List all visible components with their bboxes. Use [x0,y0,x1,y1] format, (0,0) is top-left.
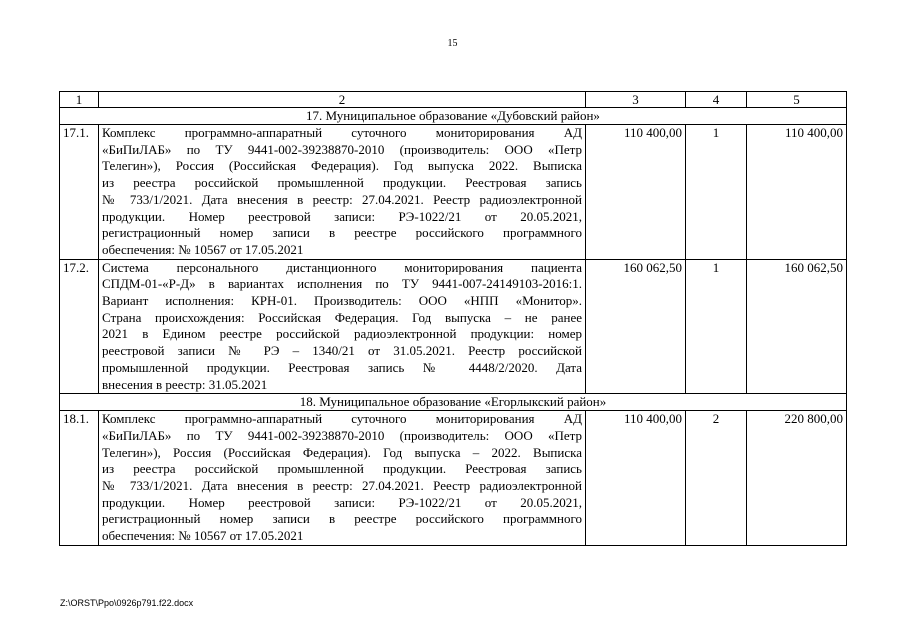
description-line: обеспечения: № 10567 от 17.05.2021 [102,528,304,544]
table-header-row [60,92,847,108]
item-quantity: 1 [686,125,747,260]
description-line: «БиПиЛАБ» по ТУ 9441-002-39238870-2010 (производитель: ООО «Петр [102,141,582,157]
column-header-1: 1 [60,92,99,108]
description-line: Комплекс программно-аппаратный суточного мониторирования АД [102,411,582,427]
description-line: продукции. Номер реестровой записи: РЭ-1022/21 от 20.05.2021, [102,494,582,510]
column-header-2: 2 [99,92,586,108]
specification-table [59,91,847,546]
item-total: 110 400,00 [747,125,847,260]
item-description [99,411,586,546]
column-header-3: 3 [586,92,686,108]
description-line: Страна происхождения: Российская Федерация. Год выпуска – не ранее [102,309,582,325]
file-path-footer: Z:\ORST\Ppo\0926p791.f22.docx [60,598,194,608]
item-number: 18.1. [60,411,99,546]
description-line: продукции. Номер реестровой записи: РЭ-1022/21 от 20.05.2021, [102,208,582,224]
section-title: 17. Муниципальное образование «Дубовский район» [60,108,847,125]
description-line: регистрационный номер записи в реестре российского программного [102,511,582,527]
description-line: Вариант исполнения: КРН-01. Производитель: ООО «НПП «Монитор». [102,293,582,309]
section-header-row [60,394,847,411]
description-line: Система персонального дистанционного мониторирования пациента [102,259,582,275]
description-line: из реестра российской промышленной продукции. Реестровая запись [102,461,582,477]
description-line: промышленной продукции. Реестровая запись № 4448/2/2020. Дата [102,359,582,375]
item-unit-price: 160 062,50 [586,259,686,394]
table-row [60,411,847,546]
item-quantity: 1 [686,259,747,394]
item-quantity: 2 [686,411,747,546]
item-unit-price: 110 400,00 [586,411,686,546]
item-total: 160 062,50 [747,259,847,394]
description-line: внесения в реестр: 31.05.2021 [102,376,268,392]
description-line: из реестра российской промышленной продукции. Реестровая запись [102,175,582,191]
section-header-row [60,108,847,125]
description-line: СПДМ-01-«Р-Д» в вариантах исполнения по ТУ 9441-007-24149103-2016:1. [102,276,582,292]
description-line: № 733/1/2021. Дата внесения в реестр: 27.04.2021. Реестр радиоэлектронной [102,191,582,207]
description-line: Телегин»), Россия (Российская Федерация). Год выпуска 2022. Выписка [102,158,582,174]
description-line: № 733/1/2021. Дата внесения в реестр: 27.04.2021. Реестр радиоэлектронной [102,478,582,494]
item-number: 17.2. [60,259,99,394]
page-number: 15 [447,38,458,49]
item-unit-price: 110 400,00 [586,125,686,260]
section-title: 18. Муниципальное образование «Егорлыкский район» [60,394,847,411]
column-header-4: 4 [686,92,747,108]
description-line: 2021 в Едином реестре российской радиоэлектронной продукции: номер [102,326,582,342]
description-line: Телегин»), Россия (Российская Федерация). Год выпуска – 2022. Выписка [102,444,582,460]
description-line: регистрационный номер записи в реестре российского программного [102,225,582,241]
description-line: реестровой записи № РЭ – 1340/21 от 31.05.2021. Реестр российской [102,343,582,359]
table-row [60,259,847,394]
description-line: Комплекс программно-аппаратный суточного мониторирования АД [102,125,582,140]
item-description [99,259,586,394]
item-total: 220 800,00 [747,411,847,546]
item-description [99,125,586,260]
description-line: обеспечения: № 10567 от 17.05.2021 [102,241,304,257]
column-header-5: 5 [747,92,847,108]
table-row [60,125,847,260]
item-number: 17.1. [60,125,99,260]
description-line: «БиПиЛАБ» по ТУ 9441-002-39238870-2010 (производитель: ООО «Петр [102,427,582,443]
